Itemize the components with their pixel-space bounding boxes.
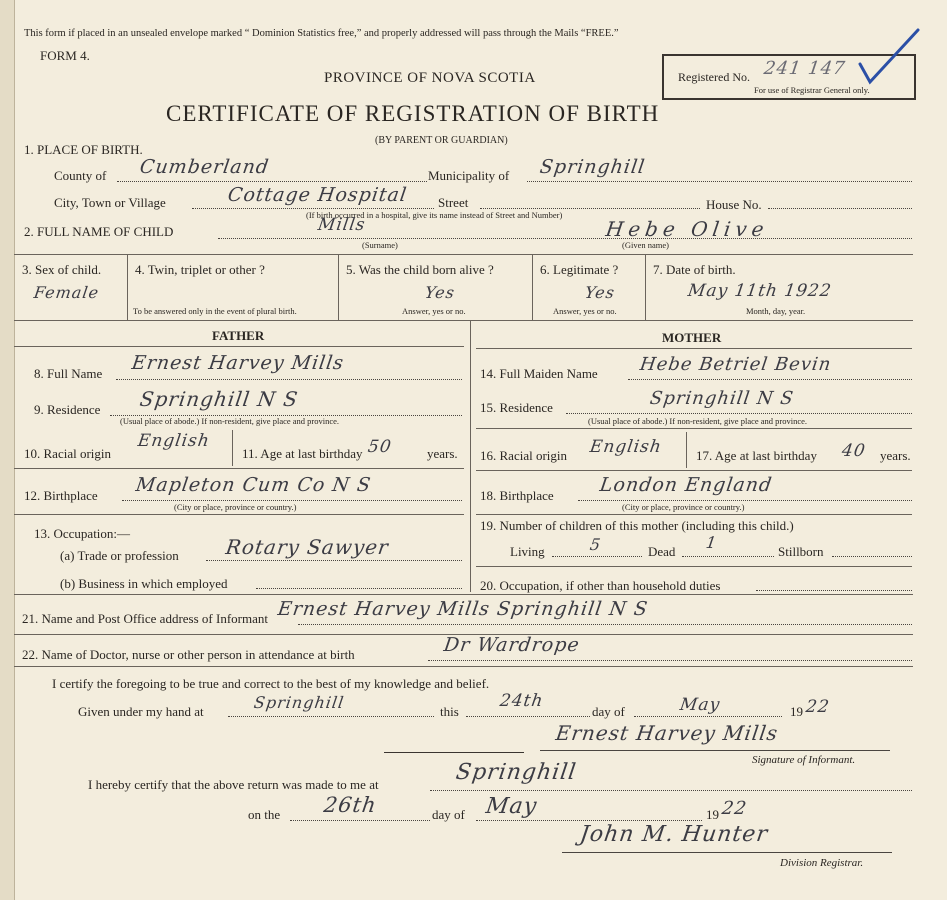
divider: [578, 500, 912, 501]
divider: [476, 820, 702, 821]
mother-residence-note: (Usual place of abode.) If non-resident, give place and province.: [588, 416, 808, 426]
row-bottom-rule: [14, 320, 913, 321]
city-value: Cottage Hospital: [226, 184, 409, 206]
subtitle: (BY PARENT OR GUARDIAN): [375, 135, 508, 146]
mother-residence-label: 15. Residence: [480, 400, 553, 415]
county-label: County of: [54, 168, 107, 183]
divider: [552, 556, 642, 557]
divider: [832, 556, 912, 557]
twin-label: 4. Twin, triplet or other ?: [135, 262, 265, 277]
given-year-value: 22: [804, 697, 832, 717]
given-year-prefix: 19: [790, 704, 803, 719]
mother-name-label: 14. Full Maiden Name: [480, 366, 598, 381]
divider: [428, 660, 912, 661]
given-place-value: Springhill: [252, 693, 346, 712]
doctor-value: Dr Wardrope: [442, 634, 582, 656]
divider: [682, 556, 774, 557]
dead-value: 1: [704, 533, 719, 552]
father-residence-value: Springhill N S: [138, 387, 300, 411]
given-month-value: May: [678, 695, 722, 715]
registrar-year-prefix: 19: [706, 807, 719, 822]
alive-label: 5. Was the child born alive ?: [346, 262, 494, 277]
divider: [686, 432, 687, 468]
child-given-value: Hebe Olive: [604, 217, 771, 241]
divider: [14, 346, 464, 347]
hospital-note: (If birth occurred in a hospital, give its name instead of Street and Number): [306, 210, 563, 220]
given-this-label: this: [440, 704, 459, 719]
registrar-day-value: 26th: [322, 793, 379, 817]
mother-years: years.: [880, 448, 911, 463]
child-surname-value: Mills: [316, 215, 367, 235]
divider: [298, 624, 912, 625]
date-note: Month, day, year.: [746, 306, 806, 316]
mother-age-value: 40: [840, 441, 868, 461]
trade-label: (a) Trade or profession: [60, 548, 179, 563]
alive-note: Answer, yes or no.: [402, 306, 466, 316]
divider: [338, 254, 339, 320]
county-line: [117, 181, 427, 182]
street-line: [480, 208, 700, 209]
registrar-place-value: Springhill: [454, 760, 579, 785]
children-count-label: 19. Number of children of this mother (including this child.): [480, 518, 794, 533]
informant-signature-label: Signature of Informant.: [752, 754, 856, 766]
divider: [628, 379, 912, 380]
mother-birthplace-note: (City or place, province or country.): [622, 502, 745, 512]
father-birthplace-note: (City or place, province or country.): [174, 502, 297, 512]
registrar-day-of-label: day of: [432, 807, 465, 822]
given-label: Given under my hand at: [78, 704, 204, 719]
date-value: May 11th 1922: [686, 281, 834, 301]
informant-label: 21. Name and Post Office address of Informant: [22, 611, 268, 626]
divider: [540, 750, 890, 751]
registrar-statement: I hereby certify that the above return was made to me at: [88, 777, 379, 792]
father-years: years.: [427, 446, 458, 461]
municipality-value: Springhill: [538, 156, 647, 178]
mother-heading: MOTHER: [662, 330, 722, 345]
city-label: City, Town or Village: [54, 195, 166, 210]
dead-label: Dead: [648, 544, 676, 559]
father-occupation-label: 13. Occupation:—: [34, 526, 131, 541]
mother-birthplace-label: 18. Birthplace: [480, 488, 554, 503]
divider: [290, 820, 430, 821]
divider: [14, 468, 464, 469]
father-age-value: 50: [366, 437, 394, 457]
sex-value: Female: [32, 283, 101, 302]
trade-value: Rotary Sawyer: [224, 535, 391, 559]
registered-note: For use of Registrar General only.: [754, 85, 870, 95]
form-number: FORM 4.: [40, 48, 90, 63]
surname-caption: (Surname): [362, 240, 398, 250]
living-value: 5: [588, 535, 603, 554]
given-day-of-label: day of: [592, 704, 625, 719]
divider: [476, 428, 912, 429]
street-label: Street: [438, 195, 469, 210]
divider: [756, 590, 912, 591]
stillborn-label: Stillborn: [778, 544, 824, 559]
checkmark-icon: [856, 26, 922, 88]
child-name-line: [218, 238, 912, 239]
father-residence-label: 9. Residence: [34, 402, 101, 417]
top-notice: This form if placed in an unsealed envelope marked “ Dominion Statistics free,” and properly addressed will pass through the Mails “FREE.”: [24, 28, 619, 39]
registered-number: 241 147: [762, 58, 847, 79]
registrar-year-value: 22: [720, 798, 749, 819]
father-birthplace-value: Mapleton Cum Co N S: [134, 474, 373, 496]
divider: [14, 666, 913, 667]
date-label: 7. Date of birth.: [653, 262, 736, 277]
business-label: (b) Business in which employed: [60, 576, 228, 591]
given-name-caption: (Given name): [622, 240, 669, 250]
father-residence-note: (Usual place of abode.) If non-resident, give place and province.: [120, 416, 340, 426]
mother-birthplace-value: London England: [598, 474, 774, 496]
divider: [228, 716, 434, 717]
divider: [645, 254, 646, 320]
divider: [206, 560, 462, 561]
row-top-rule: [14, 254, 913, 255]
informant-value: Ernest Harvey Mills Springhill N S: [276, 598, 650, 620]
divider: [430, 790, 912, 791]
divider: [466, 716, 590, 717]
mother-racial-value: English: [588, 437, 664, 457]
twin-note: To be answered only in the event of plural birth.: [133, 306, 297, 316]
divider: [476, 514, 912, 515]
divider: [127, 254, 128, 320]
mother-occupation-label: 20. Occupation, if other than household duties: [480, 578, 721, 593]
house-line: [768, 208, 912, 209]
father-racial-value: English: [136, 431, 212, 451]
certify-statement: I certify the foregoing to be true and correct to the best of my knowledge and belief.: [52, 676, 490, 691]
divider: [14, 514, 464, 515]
registrar-signature: John M. Hunter: [578, 822, 770, 847]
living-label: Living: [510, 544, 545, 559]
registrar-on-the-label: on the: [248, 807, 281, 822]
place-of-birth-heading: 1. PLACE OF BIRTH.: [24, 142, 143, 157]
sex-label: 3. Sex of child.: [22, 262, 102, 277]
father-heading: FATHER: [212, 328, 265, 343]
divider: [634, 716, 782, 717]
father-name-value: Ernest Harvey Mills: [130, 352, 346, 374]
divider: [14, 594, 913, 595]
binding-strip: [0, 0, 15, 900]
mother-name-value: Hebe Betriel Bevin: [638, 354, 833, 375]
divider: [476, 470, 912, 471]
mother-racial-label: 16. Racial origin: [480, 448, 568, 463]
divider: [476, 348, 912, 349]
father-racial-label: 10. Racial origin: [24, 446, 112, 461]
alive-value: Yes: [423, 283, 457, 302]
divider: [122, 500, 462, 501]
legitimate-value: Yes: [583, 283, 617, 302]
page-title: CERTIFICATE OF REGISTRATION OF BIRTH: [166, 101, 660, 126]
child-name-label: 2. FULL NAME OF CHILD: [24, 224, 174, 239]
legitimate-note: Answer, yes or no.: [553, 306, 617, 316]
legitimate-label: 6. Legitimate ?: [540, 262, 619, 277]
house-label: House No.: [706, 197, 762, 212]
divider: [476, 566, 912, 567]
divider: [566, 413, 912, 414]
divider: [532, 254, 533, 320]
father-name-label: 8. Full Name: [34, 366, 103, 381]
municipality-line: [527, 181, 912, 182]
informant-signature: Ernest Harvey Mills: [554, 721, 780, 745]
mother-residence-value: Springhill N S: [648, 388, 796, 409]
divider: [256, 588, 462, 589]
signature-rule: [384, 752, 524, 753]
doctor-label: 22. Name of Doctor, nurse or other person in attendance at birth: [22, 647, 355, 662]
given-day-value: 24th: [498, 691, 545, 711]
registered-label: Registered No.: [678, 70, 750, 84]
divider: [232, 430, 233, 466]
mother-age-label: 17. Age at last birthday: [696, 448, 817, 463]
father-birthplace-label: 12. Birthplace: [24, 488, 98, 503]
municipality-label: Municipality of: [428, 168, 510, 183]
city-line: [192, 208, 434, 209]
divider: [562, 852, 892, 853]
father-age-label: 11. Age at last birthday: [242, 446, 363, 461]
registrar-signature-label: Division Registrar.: [780, 857, 864, 869]
province-heading: PROVINCE OF NOVA SCOTIA: [324, 70, 536, 86]
registrar-month-value: May: [484, 794, 539, 819]
column-divider: [470, 320, 471, 592]
county-value: Cumberland: [138, 156, 271, 178]
divider: [116, 379, 462, 380]
